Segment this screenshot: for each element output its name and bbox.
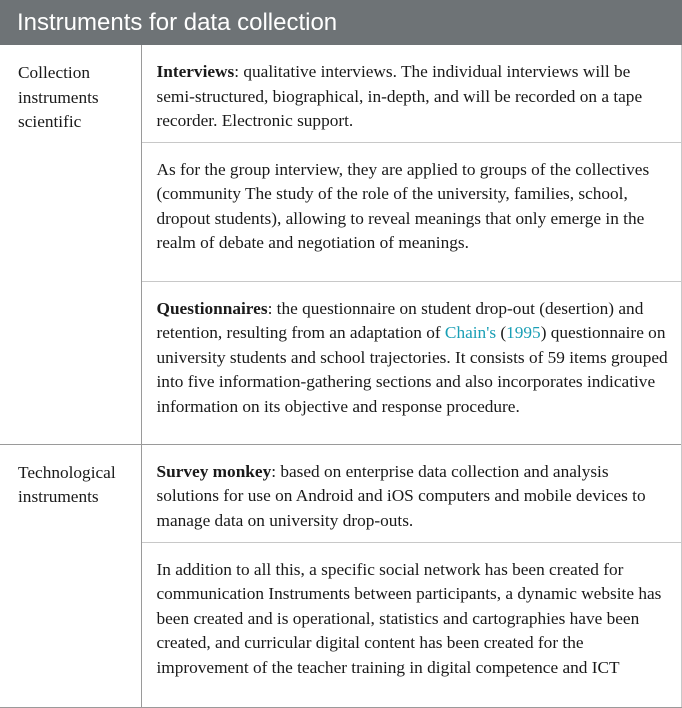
category-label-technological: Technological instruments [0, 444, 141, 707]
questionnaires-term: Questionnaires [156, 298, 268, 318]
table-row [0, 45, 682, 142]
chain-citation-link[interactable]: Chain's [444, 323, 497, 342]
table-row [0, 444, 682, 542]
questionnaires-cell [141, 281, 682, 444]
year-citation-link[interactable]: 1995 [506, 323, 541, 342]
interviews-term: Interviews [156, 62, 235, 81]
questionnaires-text-mid: ( [496, 323, 507, 342]
instruments-grid [0, 45, 682, 707]
table-title: Instruments for data collection [0, 0, 682, 45]
survey-monkey-term: Survey monkey [156, 461, 272, 481]
survey-monkey-cell [141, 444, 682, 542]
questionnaires-text-before: : the questionnaire on student drop-out (desertion) and retention, resulting from an adaptation of [156, 298, 644, 342]
group-interview-cell: As for the group interview, they are applied to groups of the collectives (community The study of the role of the university, families, school, dropout students), allowing to reveal meanings that only emerge in the realm of debate and negotiation of meanings. [141, 142, 682, 281]
survey-monkey-text: : based on enterprise data collection and analysis solutions for use on Android and iOS computers and mobile devices to manage data on university drop-outs. [156, 461, 646, 530]
interviews-cell [141, 45, 682, 142]
interviews-text: : qualitative interviews. The individual interviews will be semi-structured, biographical, in-depth, and will be recorded on a tape recorder. Electronic support. [156, 62, 643, 130]
category-label-scientific: Collection instruments scientific [0, 45, 141, 444]
additional-cell: In addition to all this, a specific social network has been created for communication Instruments between participants, a dynamic website has been created and is operational, statistics and cartographies have been created, and curricular digital content has been created for the improvement of the teacher training in digital competence and ICT [141, 542, 682, 707]
questionnaires-text-after: ) questionnaire on university students and school trajectories. It consists of 59 items grouped into five information-gathering sections and also incorporates indicative information on its objective and response procedure. [156, 323, 668, 416]
